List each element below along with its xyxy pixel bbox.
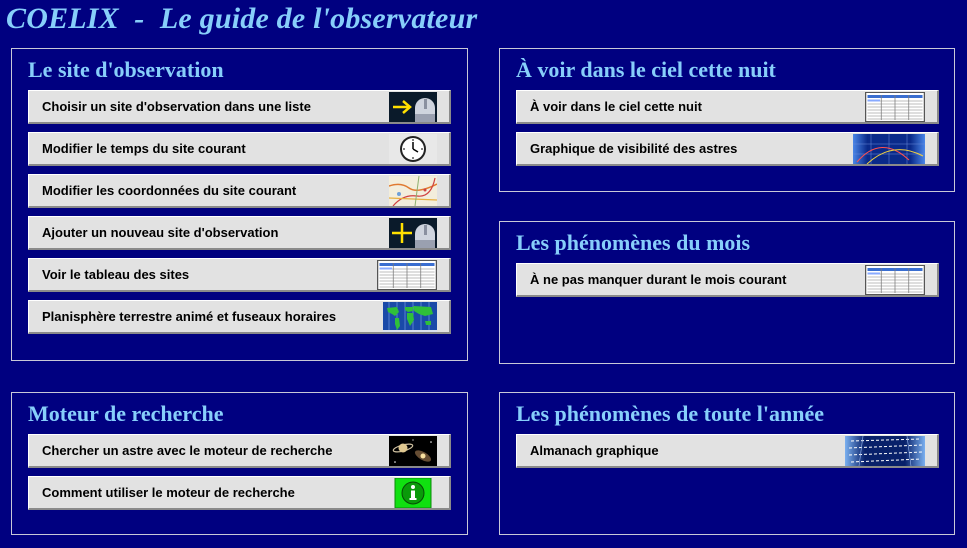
sky-section-panel [499, 48, 955, 192]
page-title: COELIX - Le guide de l'observateur [6, 2, 478, 35]
modify-time-button[interactable] [28, 132, 451, 166]
search-object-label: Chercher un astre avec le moteur de recherche [42, 443, 333, 458]
add-site-button[interactable] [28, 216, 451, 250]
world-map-icon [383, 302, 437, 332]
table-icon [865, 92, 925, 122]
search-help-label: Comment utiliser le moteur de recherche [42, 485, 295, 500]
modify-coordinates-button[interactable] [28, 174, 451, 208]
add-site-label: Ajouter un nouveau site d'observation [42, 225, 279, 240]
almanac-button[interactable] [516, 434, 939, 468]
sky-section-title: À voir dans le ciel cette nuit [516, 57, 776, 82]
month-events-label: À ne pas manquer durant le mois courant [530, 272, 787, 287]
search-help-button[interactable] [28, 476, 451, 510]
site-section-title: Le site d'observation [28, 57, 224, 82]
observatory-arrow-icon [389, 92, 437, 122]
month-events-button[interactable] [516, 263, 939, 297]
year-section-panel [499, 392, 955, 535]
world-map-label: Planisphère terrestre animé et fuseaux horaires [42, 309, 337, 324]
search-object-button[interactable] [28, 434, 451, 468]
sky-tonight-button[interactable] [516, 90, 939, 124]
clock-icon [389, 134, 437, 164]
sites-table-button[interactable] [28, 258, 451, 292]
search-section-title: Moteur de recherche [28, 401, 224, 426]
observatory-plus-icon [389, 218, 437, 248]
choose-site-label: Choisir un site d'observation dans une liste [42, 99, 311, 114]
sky-section-list [516, 90, 939, 174]
visibility-chart-icon [853, 134, 925, 164]
almanac-icon [845, 436, 925, 466]
visibility-chart-button[interactable] [516, 132, 939, 166]
saturn-galaxy-icon [389, 436, 437, 466]
search-section-panel [11, 392, 468, 535]
year-section-title: Les phénomènes de toute l'année [516, 401, 824, 426]
year-section-list [516, 434, 939, 476]
month-section-panel [499, 221, 955, 364]
table-icon [377, 260, 437, 290]
world-map-button[interactable] [28, 300, 451, 334]
site-section-list [28, 90, 451, 342]
site-section-panel [11, 48, 468, 361]
sites-table-label: Voir le tableau des sites [42, 267, 190, 282]
modify-time-label: Modifier le temps du site courant [42, 141, 246, 156]
month-section-list [516, 263, 939, 305]
month-section-title: Les phénomènes du mois [516, 230, 751, 255]
map-icon [389, 176, 437, 206]
almanac-label: Almanach graphique [530, 443, 659, 458]
search-section-list [28, 434, 451, 518]
table-icon [865, 265, 925, 295]
choose-site-button[interactable] [28, 90, 451, 124]
sky-tonight-label: À voir dans le ciel cette nuit [530, 99, 702, 114]
info-icon [389, 478, 437, 508]
modify-coordinates-label: Modifier les coordonnées du site courant [42, 183, 297, 198]
visibility-chart-label: Graphique de visibilité des astres [530, 141, 738, 156]
